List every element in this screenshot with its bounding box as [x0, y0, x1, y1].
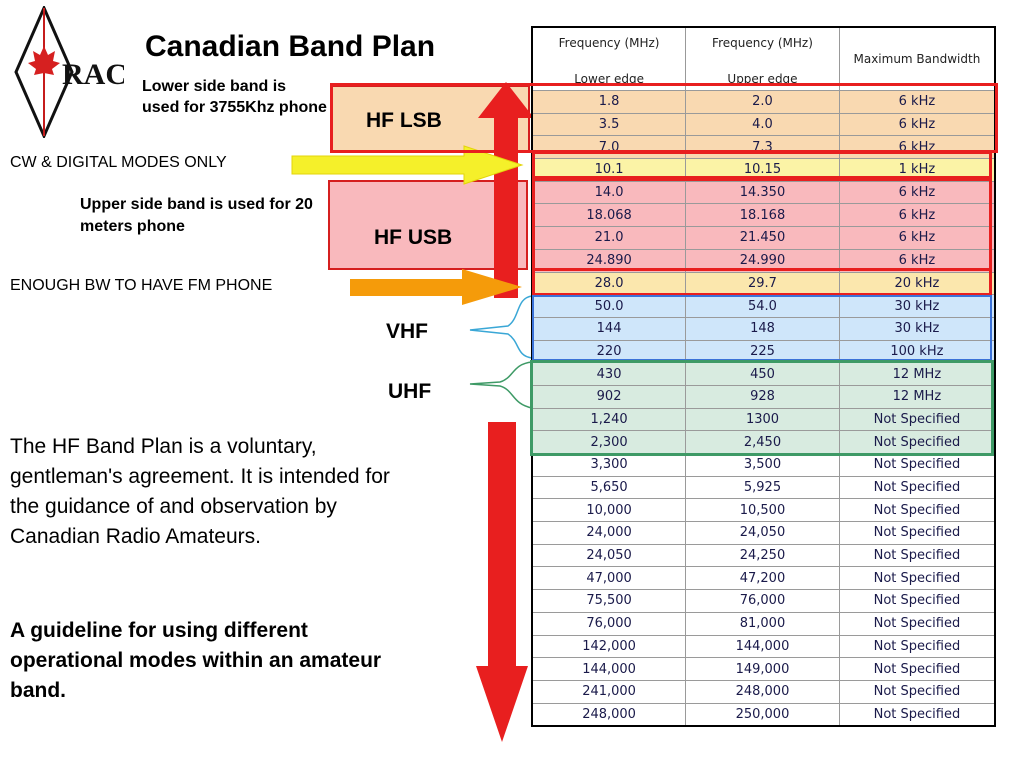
- cell-bw: Not Specified: [839, 612, 995, 635]
- table-row: [532, 476, 995, 499]
- table-row: [532, 590, 995, 613]
- cell-bw: Not Specified: [839, 499, 995, 522]
- table-row: [532, 113, 995, 136]
- table-row: [532, 227, 995, 250]
- cell-bw: 30 kHz: [839, 317, 995, 340]
- cell-upper: 144,000: [686, 635, 840, 658]
- cell-lower: 50.0: [532, 295, 686, 318]
- cell-bw: Not Specified: [839, 590, 995, 613]
- table-row: [532, 363, 995, 386]
- table-row: [532, 181, 995, 204]
- table-row: [532, 295, 995, 318]
- cell-lower: 2,300: [532, 431, 686, 454]
- cell-lower: 144: [532, 317, 686, 340]
- cell-bw: 20 kHz: [839, 272, 995, 295]
- cell-bw: 6 kHz: [839, 249, 995, 272]
- table-row: [532, 703, 995, 726]
- cell-lower: 7.0: [532, 136, 686, 159]
- vhf-brace-icon: [470, 296, 532, 358]
- lower-sideband-note: Lower side band is used for 3755Khz phone: [142, 78, 327, 116]
- table-row: [532, 544, 995, 567]
- table-row: [532, 522, 995, 545]
- cell-bw: Not Specified: [839, 408, 995, 431]
- uhf-label: UHF: [388, 380, 432, 403]
- cell-upper: 47,200: [686, 567, 840, 590]
- cell-lower: 241,000: [532, 680, 686, 703]
- header-upper-edge: Frequency (MHz) Upper edge: [686, 27, 840, 91]
- cell-bw: 6 kHz: [839, 227, 995, 250]
- up-arrow-icon: [478, 82, 534, 298]
- cell-lower: 3,300: [532, 454, 686, 477]
- cell-bw: 12 MHz: [839, 363, 995, 386]
- cell-upper: 5,925: [686, 476, 840, 499]
- cell-lower: 24.890: [532, 249, 686, 272]
- upper-sideband-note: Upper side band is used for 20 meters phone: [80, 196, 313, 235]
- table-row: [532, 680, 995, 703]
- cell-lower: 28.0: [532, 272, 686, 295]
- cell-lower: 10.1: [532, 159, 686, 182]
- cell-lower: 5,650: [532, 476, 686, 499]
- table-row: [532, 136, 995, 159]
- table-row: [532, 385, 995, 408]
- cell-bw: 30 kHz: [839, 295, 995, 318]
- cell-upper: 1300: [686, 408, 840, 431]
- cell-lower: 1,240: [532, 408, 686, 431]
- cell-upper: 24.990: [686, 249, 840, 272]
- cell-upper: 24,250: [686, 544, 840, 567]
- cell-lower: 1.8: [532, 91, 686, 114]
- header-max-bandwidth: Maximum Bandwidth: [839, 27, 995, 91]
- header-lower-edge: Frequency (MHz) Lower edge: [532, 27, 686, 91]
- cell-upper: 149,000: [686, 658, 840, 681]
- logo-text: RAC: [62, 58, 124, 91]
- cell-bw: 6 kHz: [839, 181, 995, 204]
- table-row: [532, 272, 995, 295]
- band-plan-guideline: A guideline for using different operational modes within an amateur band.: [10, 619, 382, 702]
- cell-bw: Not Specified: [839, 476, 995, 499]
- table-header-row: [532, 27, 995, 91]
- table-row: [532, 567, 995, 590]
- cell-upper: 2,450: [686, 431, 840, 454]
- table-row: [532, 204, 995, 227]
- cell-upper: 76,000: [686, 590, 840, 613]
- table-row: [532, 431, 995, 454]
- cell-lower: 47,000: [532, 567, 686, 590]
- vhf-label: VHF: [386, 320, 428, 343]
- table-row: [532, 340, 995, 363]
- cell-lower: 248,000: [532, 703, 686, 726]
- table-row: [532, 91, 995, 114]
- down-arrow-icon: [476, 422, 528, 742]
- cell-upper: 18.168: [686, 204, 840, 227]
- cell-upper: 10.15: [686, 159, 840, 182]
- cell-lower: 3.5: [532, 113, 686, 136]
- cell-bw: 12 MHz: [839, 385, 995, 408]
- cell-upper: 54.0: [686, 295, 840, 318]
- cell-bw: Not Specified: [839, 658, 995, 681]
- page-title: Canadian Band Plan: [145, 30, 436, 63]
- cell-upper: 248,000: [686, 680, 840, 703]
- cell-bw: Not Specified: [839, 454, 995, 477]
- cell-lower: 24,050: [532, 544, 686, 567]
- cell-upper: 928: [686, 385, 840, 408]
- cell-lower: 75,500: [532, 590, 686, 613]
- uhf-brace-icon: [470, 362, 532, 408]
- cell-bw: 6 kHz: [839, 136, 995, 159]
- cell-lower: 24,000: [532, 522, 686, 545]
- cell-lower: 142,000: [532, 635, 686, 658]
- table-row: [532, 454, 995, 477]
- cell-bw: 100 kHz: [839, 340, 995, 363]
- table-row: [532, 635, 995, 658]
- cell-upper: 2.0: [686, 91, 840, 114]
- table-body: [532, 91, 995, 727]
- cell-bw: 1 kHz: [839, 159, 995, 182]
- cell-bw: Not Specified: [839, 522, 995, 545]
- hf-lsb-label: HF LSB: [366, 109, 442, 132]
- table-row: [532, 612, 995, 635]
- cell-upper: 3,500: [686, 454, 840, 477]
- cell-upper: 4.0: [686, 113, 840, 136]
- band-plan-table: [531, 26, 996, 727]
- cell-upper: 7.3: [686, 136, 840, 159]
- cell-bw: Not Specified: [839, 680, 995, 703]
- cell-bw: 6 kHz: [839, 204, 995, 227]
- cell-lower: 902: [532, 385, 686, 408]
- cell-lower: 220: [532, 340, 686, 363]
- table-row: [532, 408, 995, 431]
- cell-lower: 144,000: [532, 658, 686, 681]
- cell-upper: 250,000: [686, 703, 840, 726]
- table-row: [532, 249, 995, 272]
- cell-bw: 6 kHz: [839, 91, 995, 114]
- cell-upper: 148: [686, 317, 840, 340]
- cell-bw: Not Specified: [839, 703, 995, 726]
- table-row: [532, 159, 995, 182]
- cell-upper: 81,000: [686, 612, 840, 635]
- hf-usb-label: HF USB: [374, 226, 453, 249]
- cell-bw: Not Specified: [839, 544, 995, 567]
- cell-bw: Not Specified: [839, 567, 995, 590]
- cell-lower: 10,000: [532, 499, 686, 522]
- cell-lower: 18.068: [532, 204, 686, 227]
- cell-bw: Not Specified: [839, 635, 995, 658]
- cell-upper: 10,500: [686, 499, 840, 522]
- fm-phone-note: ENOUGH BW TO HAVE FM PHONE: [10, 277, 273, 294]
- cell-lower: 430: [532, 363, 686, 386]
- table-row: [532, 658, 995, 681]
- table-row: [532, 317, 995, 340]
- cell-upper: 450: [686, 363, 840, 386]
- cell-upper: 21.450: [686, 227, 840, 250]
- cell-lower: 76,000: [532, 612, 686, 635]
- cw-digital-note: CW & DIGITAL MODES ONLY: [10, 154, 227, 171]
- table-row: [532, 499, 995, 522]
- yellow-arrow-icon: [292, 146, 522, 184]
- cell-bw: Not Specified: [839, 431, 995, 454]
- cell-bw: 6 kHz: [839, 113, 995, 136]
- band-plan-description: The HF Band Plan is a voluntary, gentleman's agreement. It is intended for the guidance of and observation by Canadian Radio Amateurs.: [10, 435, 390, 548]
- cell-upper: 29.7: [686, 272, 840, 295]
- cell-lower: 21.0: [532, 227, 686, 250]
- cell-upper: 14.350: [686, 181, 840, 204]
- cell-upper: 24,050: [686, 522, 840, 545]
- cell-upper: 225: [686, 340, 840, 363]
- cell-lower: 14.0: [532, 181, 686, 204]
